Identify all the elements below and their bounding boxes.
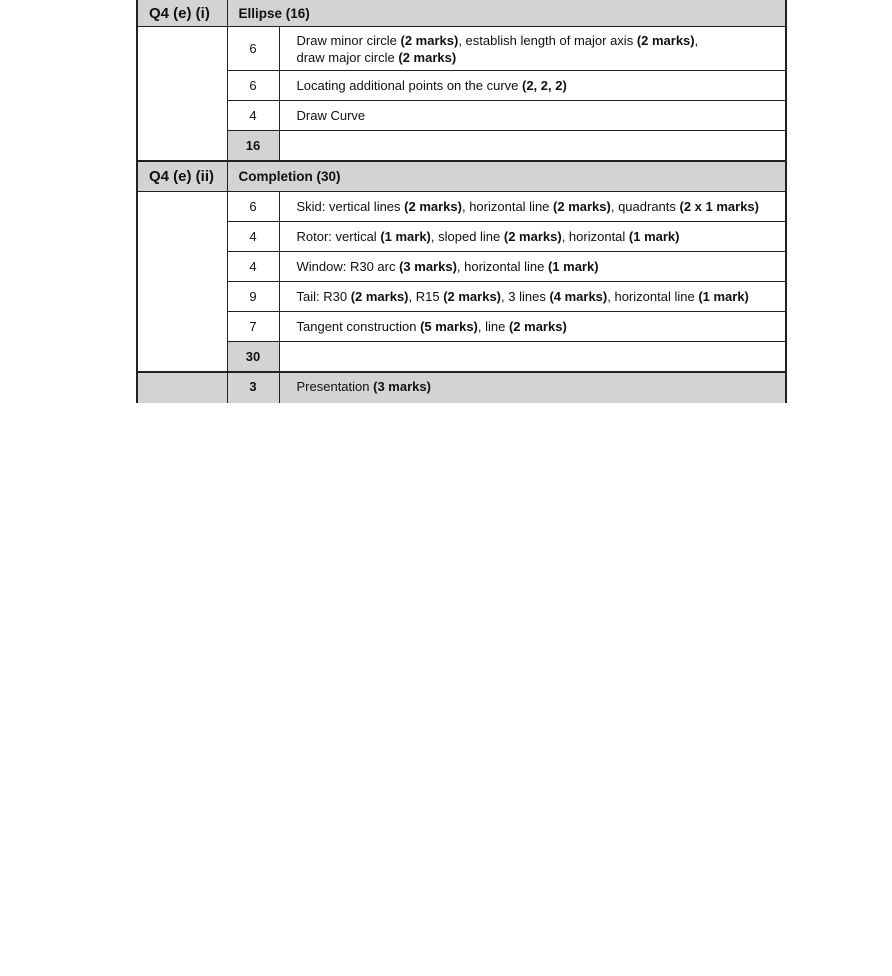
- mark-allocation: (5 marks): [420, 319, 478, 334]
- mark-allocation: (1 mark): [628, 229, 680, 244]
- criterion-text: , sloped line: [430, 229, 504, 244]
- marking-scheme-sheet: [136, 0, 785, 403]
- criterion-row: [137, 101, 786, 131]
- criterion-cell: [279, 101, 786, 131]
- section-header-row: [137, 161, 786, 192]
- criterion-text: , 3 lines: [501, 289, 550, 304]
- criterion-text: , horizontal line: [607, 289, 699, 304]
- criterion-text: Tangent construction: [296, 319, 421, 334]
- criterion-text: , horizontal: [561, 229, 629, 244]
- criterion-row: [137, 71, 786, 101]
- criterion-cell: [279, 27, 786, 71]
- mark-allocation: (3 marks): [399, 259, 457, 274]
- criterion-text: Skid: vertical lines: [296, 199, 405, 214]
- total-marks: 30: [227, 342, 279, 373]
- criterion-row: [137, 27, 786, 71]
- mark-allocation: (4 marks): [549, 289, 608, 304]
- criterion-row: [137, 222, 786, 252]
- section-title: Completion (30): [227, 161, 786, 192]
- criterion-text: Draw minor circle: [296, 32, 401, 48]
- marks-cell: 4: [227, 101, 279, 131]
- criterion-row: [137, 282, 786, 312]
- criterion-text: , quadrants: [610, 199, 680, 214]
- mark-allocation: (1 mark): [547, 259, 599, 274]
- presentation-label-cell: [137, 372, 227, 403]
- total-marks: 16: [227, 131, 279, 162]
- criterion-cell: [279, 222, 786, 252]
- criterion-row: [137, 312, 786, 342]
- marks-cell: 9: [227, 282, 279, 312]
- marks-cell: 4: [227, 252, 279, 282]
- section-header-row: [137, 0, 786, 27]
- criterion-cell: [279, 71, 786, 101]
- total-row: [137, 342, 786, 373]
- mark-allocation: (2 marks): [443, 289, 502, 304]
- criterion-text: Rotor: vertical: [296, 229, 381, 244]
- criterion-row: [137, 252, 786, 282]
- mark-allocation: (2 x 1 marks): [679, 199, 759, 214]
- criterion-text: Tail: R30: [296, 289, 351, 304]
- section-title: Ellipse (16): [227, 0, 786, 27]
- mark-allocation: (3 marks): [373, 379, 431, 394]
- mark-allocation: (2 marks): [398, 49, 457, 65]
- question-number: Q4 (e) (ii): [137, 161, 227, 192]
- question-blank-cell: [137, 27, 227, 162]
- mark-allocation: (2 marks): [508, 319, 567, 334]
- marking-scheme-body: [137, 0, 786, 403]
- mark-allocation: (2 marks): [503, 229, 562, 244]
- criterion-cell: [279, 252, 786, 282]
- criterion-text: , establish length of major axis: [458, 32, 637, 48]
- criterion-row: [137, 192, 786, 222]
- criterion-text: Window: R30 arc: [296, 259, 400, 274]
- presentation-marks: 3: [227, 372, 279, 403]
- total-row: [137, 131, 786, 162]
- marking-scheme-table: [136, 0, 787, 403]
- marks-cell: 6: [227, 71, 279, 101]
- mark-allocation: (1 mark): [698, 289, 749, 304]
- criterion-cell: [279, 192, 786, 222]
- presentation-row: [137, 372, 786, 403]
- criterion-text: , horizontal line: [461, 199, 554, 214]
- criterion-text: , horizontal line: [456, 259, 548, 274]
- question-blank-cell: [137, 192, 227, 373]
- criterion-text: , line: [477, 319, 509, 334]
- criterion-text: Locating additional points on the curve: [296, 78, 522, 93]
- criterion-text: ,: [694, 32, 699, 48]
- mark-allocation: (2, 2, 2): [522, 78, 567, 93]
- total-blank-cell: [279, 342, 786, 373]
- criterion-text: draw major circle: [296, 49, 399, 65]
- criterion-text: Presentation: [296, 379, 374, 394]
- criterion-cell: [279, 312, 786, 342]
- mark-allocation: (2 marks): [636, 32, 695, 48]
- criterion-text: , R15: [408, 289, 444, 304]
- marks-cell: 4: [227, 222, 279, 252]
- marks-cell: 6: [227, 192, 279, 222]
- question-number: Q4 (e) (i): [137, 0, 227, 27]
- mark-allocation: (2 marks): [404, 199, 462, 214]
- presentation-cell: [279, 372, 786, 403]
- mark-allocation: (2 marks): [553, 199, 611, 214]
- criterion-cell: [279, 282, 786, 312]
- marks-cell: 7: [227, 312, 279, 342]
- mark-allocation: (2 marks): [400, 32, 459, 48]
- criterion-text: Draw Curve: [296, 108, 366, 123]
- mark-allocation: (2 marks): [350, 289, 409, 304]
- marks-cell: 6: [227, 27, 279, 71]
- mark-allocation: (1 mark): [380, 229, 431, 244]
- total-blank-cell: [279, 131, 786, 162]
